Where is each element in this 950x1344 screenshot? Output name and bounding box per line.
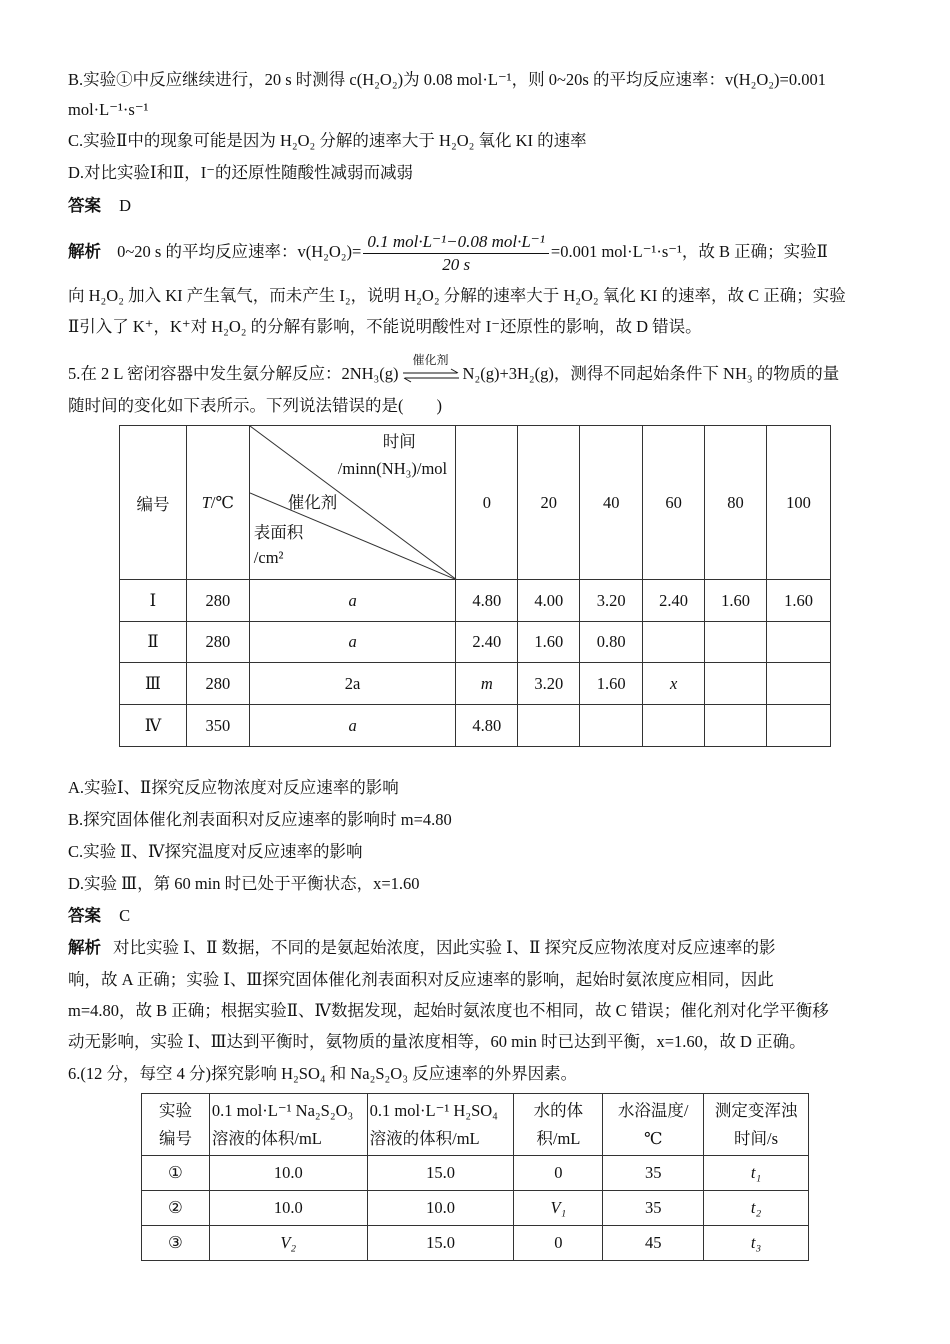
header-text: 溶液的体积/mL	[211, 1128, 322, 1148]
q4-explanation-line3: Ⅱ引入了 K⁺，K⁺对 H₂O₂ 的分解有影响，不能说明酸性对 I⁻还原性的影响，故 D 错误。	[68, 317, 702, 336]
row-temp: 280	[186, 580, 249, 622]
cell-value: 1.60	[767, 580, 831, 622]
cell-value	[705, 622, 767, 663]
cell-value: 2.40	[456, 622, 518, 663]
q5-option-d: D.实验 Ⅲ，第 60 min 时已处于平衡状态，x=1.60	[68, 874, 420, 893]
row-id: Ⅳ	[120, 705, 187, 747]
cell-value: 0	[514, 1156, 603, 1191]
cell-value: 45	[603, 1226, 704, 1261]
header-cell	[704, 1094, 809, 1156]
row-area: 2a	[249, 663, 456, 705]
q4-explanation-line2: 向 H₂O₂ 加入 KI 产生氧气，而未产生 I₂，说明 H₂O₂ 分解的速率大于 H₂O₂ 氧化 KI 的速率，故 C 正确；实验	[68, 286, 846, 305]
cell-value: t₁	[704, 1156, 809, 1191]
header-id: 编号	[120, 426, 187, 580]
header-cell	[514, 1094, 603, 1156]
row-id: Ⅱ	[120, 622, 187, 663]
table-row	[142, 1191, 809, 1226]
q4-option-c: C.实验Ⅱ中的现象可能是因为 H₂O₂ 分解的速率大于 H₂O₂ 氧化 KI 的速率	[68, 131, 587, 150]
header-text: 0.1 mol·L⁻¹ H₂SO₄	[369, 1100, 498, 1120]
q5-option-c: C.实验 Ⅱ、Ⅳ探究温度对反应速率的影响	[68, 842, 363, 861]
header-cell	[603, 1094, 704, 1156]
q5-stem-text: N₂(g)+3H₂(g)，测得不同起始条件下 NH₃ 的物质的量	[462, 364, 840, 383]
diag-area-unit-label: /cm²	[253, 548, 284, 567]
cell-value	[767, 705, 831, 747]
q5-option-a: A.实验Ⅰ、Ⅱ探究反应物浓度对反应速率的影响	[68, 778, 399, 797]
explanation-text: =0.001 mol·L⁻¹·s⁻¹，故 B 正确；实验Ⅱ	[550, 242, 828, 261]
cell-value: 35	[603, 1156, 704, 1191]
header-text: 溶液的体积/mL	[369, 1128, 480, 1148]
q5-explanation-line2: 响，故 A 正确；实验 Ⅰ、Ⅲ探究固体催化剂表面积对反应速率的影响，起始时氨浓度应相同，因此	[68, 970, 774, 989]
cell-value: ②	[142, 1191, 210, 1226]
row-area: a	[249, 705, 456, 747]
table-row	[120, 622, 831, 663]
cell-value: 10.0	[209, 1156, 367, 1191]
experiment-table	[141, 1093, 809, 1261]
cell-value: 3.20	[580, 580, 643, 622]
explanation-label: 解析	[68, 242, 101, 261]
answer-label: 答案	[68, 906, 101, 925]
q6-stem: 6.(12 分，每空 4 分)探究影响 H₂SO₄ 和 Na₂S₂O₃ 反应速率的外界因素。	[68, 1064, 578, 1083]
explanation-text: 0~20 s 的平均反应速率：v(H₂O₂)=	[117, 242, 362, 261]
cell-value: 1.60	[580, 663, 643, 705]
table-header-row	[142, 1094, 809, 1156]
cell-value: 1.60	[518, 622, 580, 663]
cell-value	[705, 663, 767, 705]
header-cell	[142, 1094, 210, 1156]
answer-label: 答案	[68, 196, 101, 215]
header-temp: T/℃	[186, 426, 249, 580]
header-text: 水的体	[533, 1100, 584, 1120]
diag-catalyst-label: 催化剂	[287, 493, 338, 512]
q5-option-b: B.探究固体催化剂表面积对反应速率的影响时 m=4.80	[68, 810, 452, 829]
row-area: a	[249, 580, 456, 622]
cell-value: 10.0	[209, 1191, 367, 1226]
cell-value	[643, 622, 705, 663]
header-text: 测定变浑浊	[714, 1100, 798, 1120]
header-text: 积/mL	[536, 1128, 581, 1148]
header-cell	[367, 1094, 514, 1156]
header-text: 实验	[158, 1100, 192, 1120]
cell-value: 10.0	[367, 1191, 514, 1226]
time-header: 0	[456, 426, 518, 580]
cell-value	[518, 705, 580, 747]
row-id: Ⅲ	[120, 663, 187, 705]
explanation-label: 解析	[68, 938, 101, 957]
row-id: Ⅰ	[120, 580, 187, 622]
q5-stem-line2: 随时间的变化如下表所示。下列说法错误的是( )	[68, 396, 442, 415]
cell-value: 3.20	[518, 663, 580, 705]
answer-value: C	[119, 906, 131, 925]
cell-value: 0	[514, 1226, 603, 1261]
q5-answer	[68, 904, 130, 928]
row-temp: 280	[186, 622, 249, 663]
q4-option-b: B.实验①中反应继续进行，20 s 时测得 c(H₂O₂)为 0.08 mol·L⁻¹，则 0~20s 的平均反应速率：v(H₂O₂)=0.001	[68, 70, 826, 89]
header-diagonal-cell	[249, 426, 456, 580]
q4-option-d: D.对比实验Ⅰ和Ⅱ，I⁻的还原性随酸性减弱而减弱	[68, 163, 413, 182]
reversible-arrow	[401, 353, 461, 386]
cell-value	[767, 622, 831, 663]
rate-fraction	[363, 231, 549, 276]
answer-value: D	[119, 196, 132, 215]
cell-value	[705, 705, 767, 747]
cell-value: 1.60	[705, 580, 767, 622]
q5-stem-line1	[68, 353, 840, 386]
time-header: 100	[767, 426, 831, 580]
table-row	[120, 705, 831, 747]
cell-value: 4.00	[518, 580, 580, 622]
catalyst-label: 催化剂	[412, 353, 449, 368]
cell-value: V₁	[514, 1191, 603, 1226]
table-row	[142, 1226, 809, 1261]
cell-value: V₂	[209, 1226, 367, 1261]
cell-value: t₃	[704, 1226, 809, 1261]
time-header: 40	[580, 426, 643, 580]
cell-value: 0.80	[580, 622, 643, 663]
cell-value: 4.80	[456, 705, 518, 747]
q4-answer	[68, 194, 131, 218]
cell-value	[767, 663, 831, 705]
time-header: 60	[643, 426, 705, 580]
table-row	[120, 663, 831, 705]
header-text: 编号	[158, 1128, 192, 1148]
cell-value: m	[456, 663, 518, 705]
cell-value: ③	[142, 1226, 210, 1261]
diag-time-label: 时间	[382, 432, 416, 451]
q5-stem-text: 5.在 2 L 密闭容器中发生氨分解反应：2NH₃(g)	[68, 364, 399, 383]
header-text: 水浴温度/	[617, 1100, 689, 1120]
header-text: 时间/s	[734, 1128, 779, 1148]
cell-value: 2.40	[643, 580, 705, 622]
header-text: ℃	[643, 1128, 663, 1148]
cell-value: 15.0	[367, 1226, 514, 1261]
q4-option-b-cont: mol·L⁻¹·s⁻¹	[68, 100, 149, 119]
fraction-numerator: 0.1 mol·L⁻¹−0.08 mol·L⁻¹	[363, 231, 549, 254]
cell-value	[643, 705, 705, 747]
cell-value: 35	[603, 1191, 704, 1226]
nh3-table	[119, 425, 831, 747]
cell-value: ①	[142, 1156, 210, 1191]
time-header: 80	[705, 426, 767, 580]
cell-value	[580, 705, 643, 747]
q5-explanation-line4: 动无影响，实验 Ⅰ、Ⅲ达到平衡时，氨物质的量浓度相等，60 min 时已达到平衡，x=1.60，故 D 正确。	[68, 1032, 806, 1051]
diag-area-label: 表面积	[253, 523, 304, 542]
q5-explanation-line1	[68, 936, 775, 960]
table-header-row	[120, 426, 831, 580]
row-area: a	[249, 622, 456, 663]
cell-value: 15.0	[367, 1156, 514, 1191]
cell-value: 4.80	[456, 580, 518, 622]
table-row	[142, 1156, 809, 1191]
diag-unit-label: /minn(NH₃)/mol	[337, 459, 448, 478]
cell-value: t₂	[704, 1191, 809, 1226]
header-text: 0.1 mol·L⁻¹ Na₂S₂O₃	[211, 1100, 354, 1120]
header-cell	[209, 1094, 367, 1156]
fraction-denominator: 20 s	[442, 254, 471, 274]
table-row	[120, 580, 831, 622]
time-header: 20	[518, 426, 580, 580]
explanation-text: 对比实验 Ⅰ、Ⅱ 数据，不同的是氨起始浓度，因此实验 Ⅰ、Ⅱ 探究反应物浓度对反应速率的影	[113, 938, 776, 957]
cell-value: x	[643, 663, 705, 705]
q5-explanation-line3: m=4.80，故 B 正确；根据实验Ⅱ、Ⅳ数据发现，起始时氨浓度也不相同，故 C 错误；催化剂对化学平衡移	[68, 1001, 829, 1020]
row-temp: 280	[186, 663, 249, 705]
q4-explanation-line1	[68, 226, 828, 278]
row-temp: 350	[186, 705, 249, 747]
